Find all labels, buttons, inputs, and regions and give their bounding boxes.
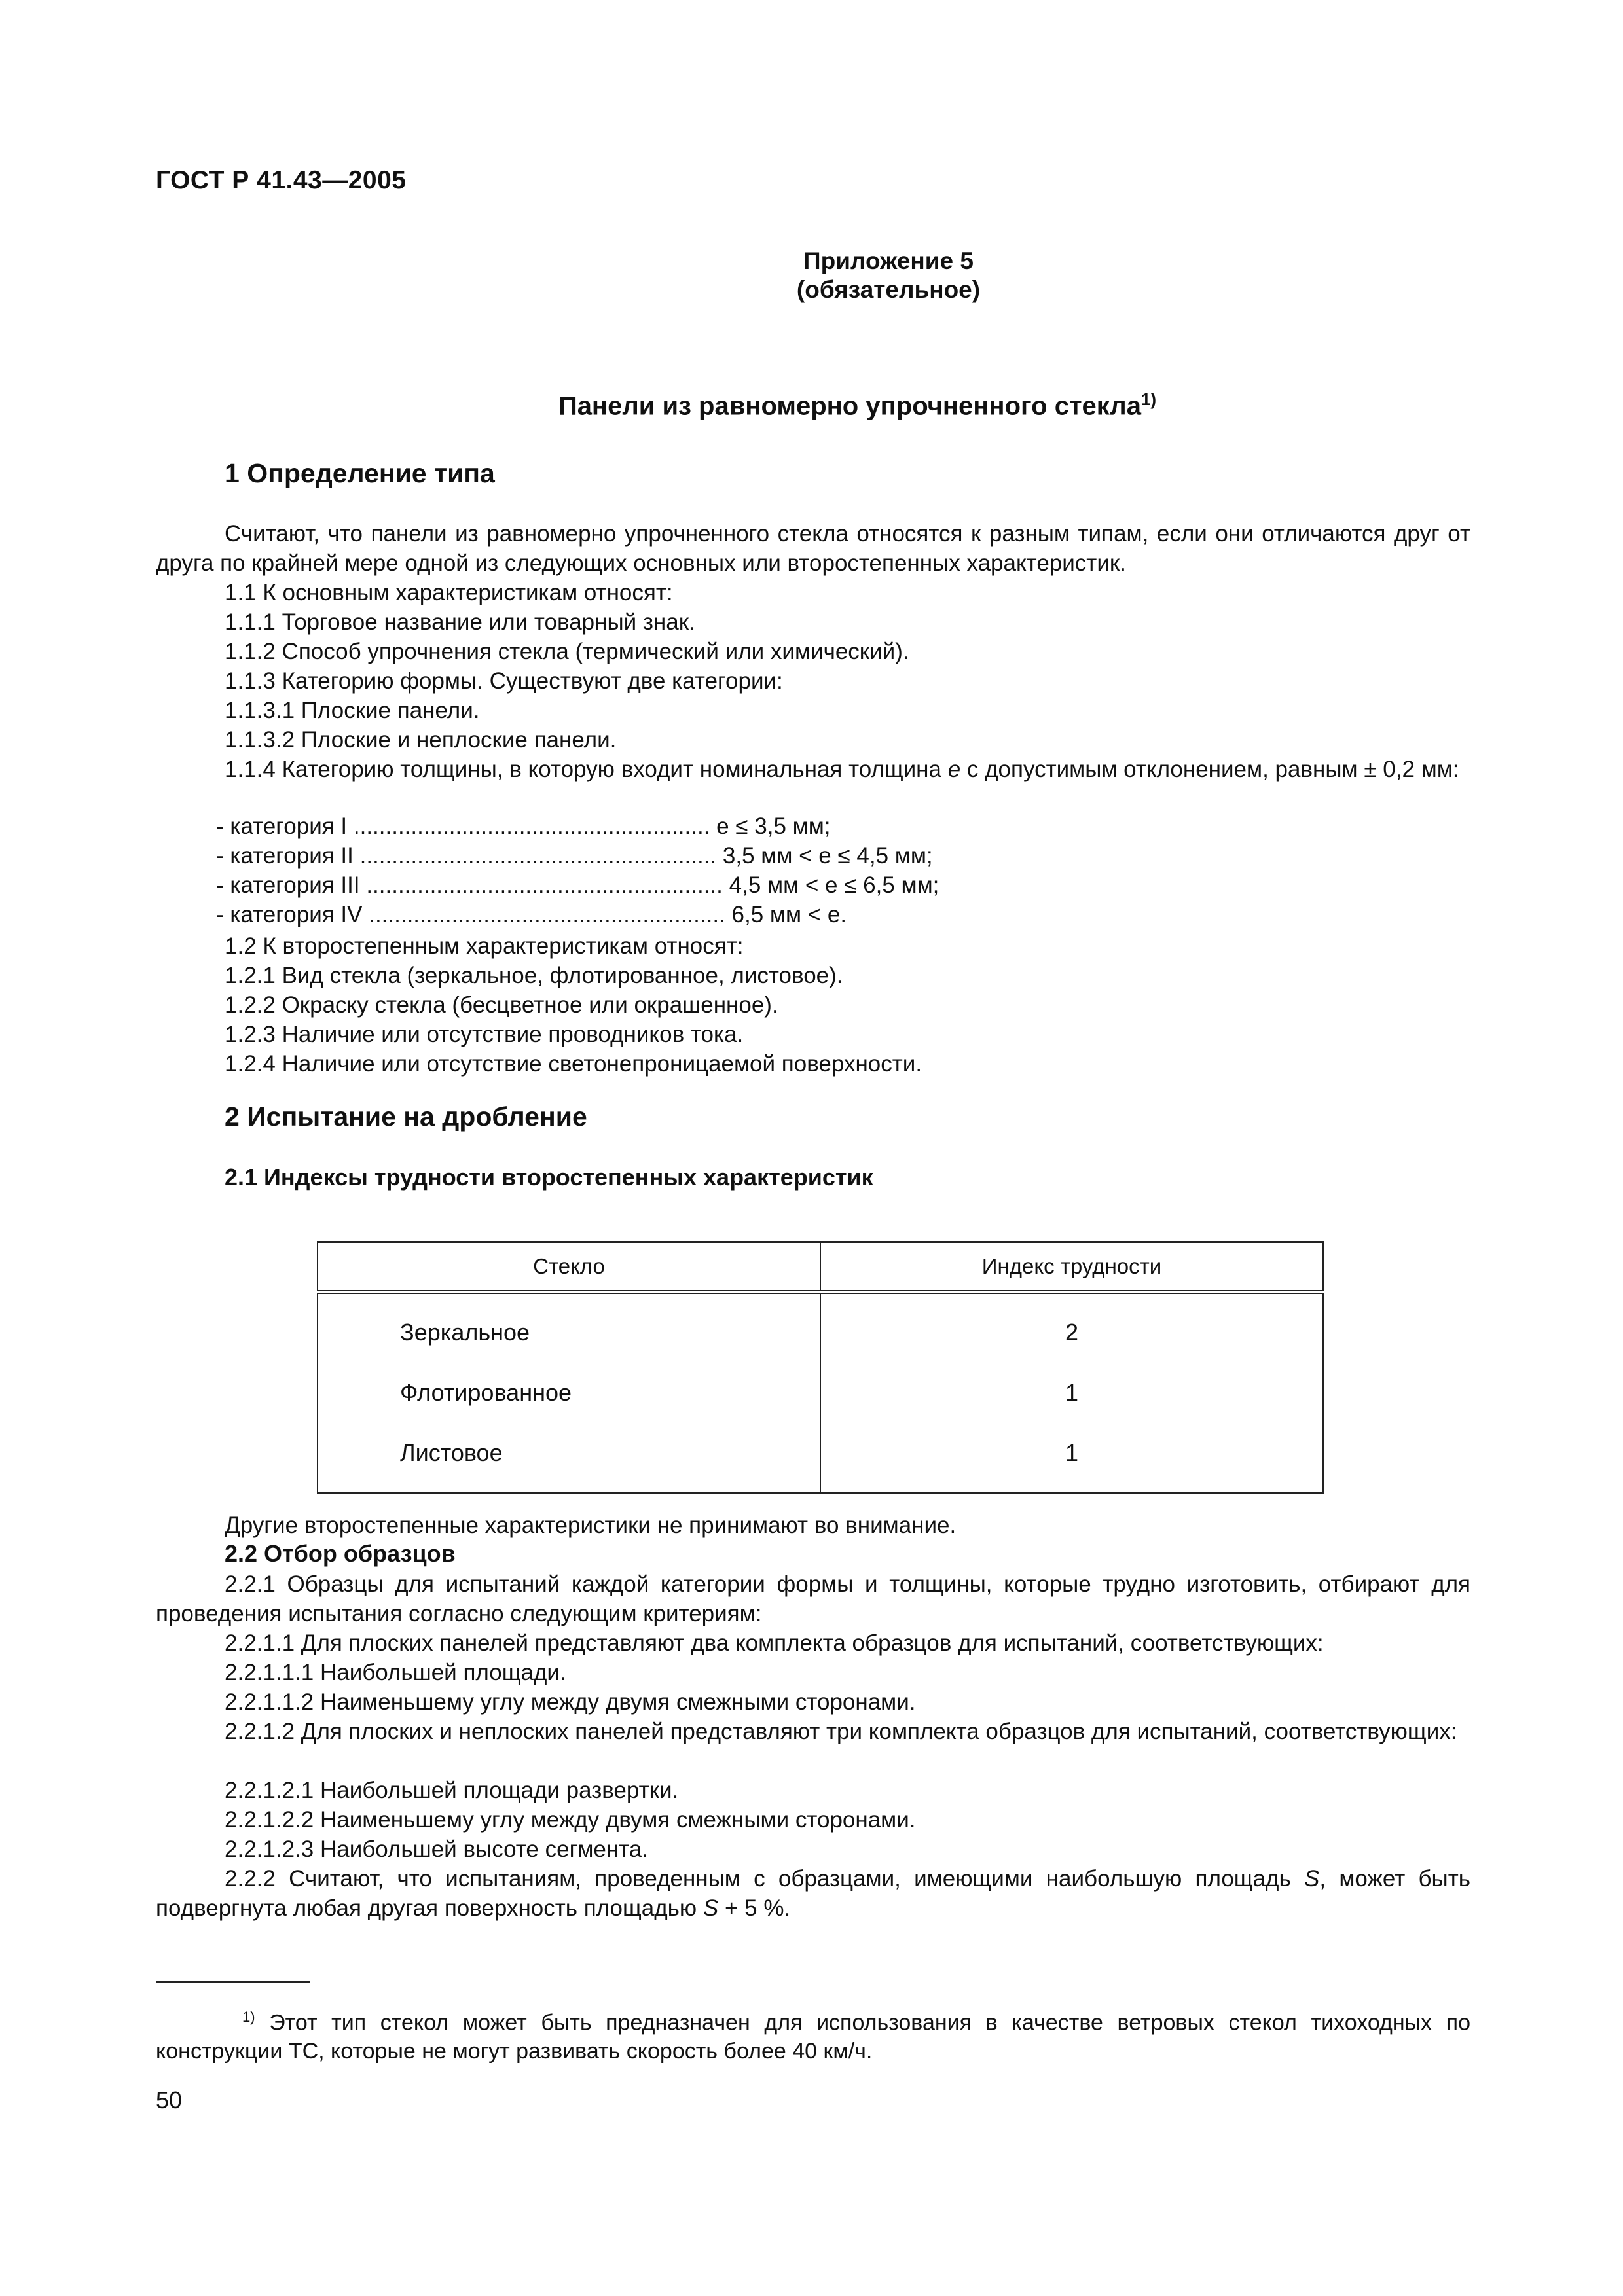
title-text: Панели из равномерно упрочненного стекла — [558, 391, 1141, 421]
item-1-1-4-part2: с допустимым отклонением, равным ± 0,2 мм: — [966, 757, 1459, 782]
appendix-status: (обязательное) — [796, 276, 981, 303]
list-item: 1.2.3 Наличие или отсутствие проводников тока. — [225, 1022, 744, 1047]
list-item: 1.1.3.2 Плоские и неплоские панели. — [225, 727, 617, 753]
document-code: ГОСТ Р 41.43—2005 — [156, 166, 407, 194]
leader-dots: ........................................................ — [359, 843, 717, 869]
difficulty-index-cell: 1 — [820, 1423, 1323, 1493]
glass-type-cell: Зеркальное — [318, 1292, 820, 1363]
area-variable: S — [702, 1895, 719, 1921]
difficulty-index-table — [317, 1241, 1324, 1494]
section-1-intro: Считают, что панели из равномерно упрочненного стекла относятся к разным типам, если они отличаются друг от друга по крайней мере одной из следующих основных или второстепенных характеристик. — [156, 521, 1470, 576]
after-table-note: Другие второстепенные характеристики не принимают во внимание. — [225, 1513, 957, 1538]
category-label: - категория I — [216, 814, 348, 839]
area-variable: S — [1304, 1866, 1320, 1892]
item-1-1-4-part1: 1.1.4 Категорию толщины, в которую входит номинальная толщина — [225, 757, 941, 782]
thickness-category-row — [216, 843, 933, 869]
column-header-index: Индекс трудности — [820, 1242, 1323, 1293]
difficulty-index-cell: 2 — [820, 1292, 1323, 1363]
paragraph-2-2-2 — [156, 1864, 1470, 1923]
category-value: 6,5 мм < e. — [731, 902, 847, 927]
footnote-text: Этот тип стекол может быть предназначен для использования в качестве ветровых стекол тихоходных по конструкции ТС, которые не могут развивать скорость более 40 км/ч. — [156, 2010, 1470, 2064]
list-item: 1.1.2 Способ упрочнения стекла (термический или химический). — [225, 639, 909, 664]
thickness-variable: e — [947, 757, 961, 782]
category-value: e ≤ 3,5 мм; — [716, 814, 831, 839]
list-item: 1.2.4 Наличие или отсутствие светонепроницаемой поверхности. — [225, 1051, 922, 1077]
p222-part-b: , может быть подвергнута любая другая поверхность площадью — [156, 1866, 1470, 1921]
section-1-heading: 1 Определение типа — [225, 458, 495, 488]
footnote-mark: 1) — [242, 2009, 255, 2025]
paragraph-2-2-1-2: 2.2.1.2 Для плоских и неплоских панелей представляют три комплекта образцов для испытаний, соответствующих: — [225, 1719, 1457, 1744]
list-item: 2.2.1.1.2 Наименьшему углу между двумя смежными сторонами. — [225, 1689, 916, 1715]
leader-dots: ........................................................ — [369, 902, 725, 927]
table-row — [318, 1423, 1323, 1493]
subsection-2-1-heading: 2.1 Индексы трудности второстепенных характеристик — [225, 1164, 873, 1191]
p222-part-a: 2.2.2 Считают, что испытаниям, проведенным с образцами, имеющими наибольшую площадь — [225, 1866, 1291, 1892]
list-item: 1.1 К основным характеристикам относят: — [225, 580, 673, 605]
list-item: 2.2.1.1 Для плоских панелей представляют два комплекта образцов для испытаний, соответствующих: — [225, 1630, 1324, 1656]
list-item: 1.2.2 Окраску стекла (бесцветное или окрашенное). — [225, 992, 778, 1018]
appendix-label: Приложение 5 — [803, 247, 974, 274]
category-label: - категория II — [216, 843, 354, 869]
list-item: 2.2.1.1.1 Наибольшей площади. — [225, 1660, 566, 1685]
section-2-heading: 2 Испытание на дробление — [225, 1102, 587, 1132]
list-item: 1.1.3 Категорию формы. Существуют две категории: — [225, 668, 783, 694]
item-1-1-4 — [156, 755, 1470, 784]
leader-dots: ........................................................ — [353, 814, 710, 839]
list-item: 2.2.1.2.1 Наибольшей площади развертки. — [225, 1778, 679, 1803]
category-value: 3,5 мм < e ≤ 4,5 мм; — [722, 843, 933, 869]
glass-type-cell: Листовое — [318, 1423, 820, 1493]
difficulty-index-cell: 1 — [820, 1363, 1323, 1423]
p222-part-c: + 5 %. — [725, 1895, 791, 1921]
list-item: 1.1.1 Торговое название или товарный знак. — [225, 609, 695, 635]
column-header-glass: Стекло — [318, 1242, 820, 1293]
thickness-category-row — [216, 902, 847, 928]
title-footnote-mark: 1) — [1140, 389, 1157, 409]
thickness-category-row — [216, 872, 939, 899]
paragraph-2-2-1: 2.2.1 Образцы для испытаний каждой категории формы и толщины, которые трудно изготовить, отбирают для проведения испытания согласно следующим критериям: — [156, 1571, 1470, 1626]
leader-dots: ........................................................ — [366, 872, 723, 898]
page-number: 50 — [156, 2087, 183, 2113]
list-item: 2.2.1.2.3 Наибольшей высоте сегмента. — [225, 1837, 649, 1862]
subsection-2-2-heading: 2.2 Отбор образцов — [225, 1540, 456, 1567]
table-row — [318, 1363, 1323, 1423]
footnote-divider — [156, 1981, 310, 1983]
category-label: - категория III — [216, 872, 360, 898]
glass-type-cell: Флотированное — [318, 1363, 820, 1423]
category-label: - категория IV — [216, 902, 363, 927]
footnote — [156, 2003, 1470, 2066]
list-item: 2.2.1.2.2 Наименьшему углу между двумя смежными сторонами. — [225, 1807, 916, 1833]
category-value: 4,5 мм < e ≤ 6,5 мм; — [729, 872, 939, 898]
thickness-category-row — [216, 814, 831, 840]
list-item: 1.2.1 Вид стекла (зеркальное, флотированное, листовое). — [225, 963, 843, 988]
list-item: 1.2 К второстепенным характеристикам относят: — [225, 933, 744, 959]
table-row — [318, 1292, 1323, 1363]
list-item: 1.1.3.1 Плоские панели. — [225, 698, 480, 723]
appendix-title — [0, 389, 1623, 421]
